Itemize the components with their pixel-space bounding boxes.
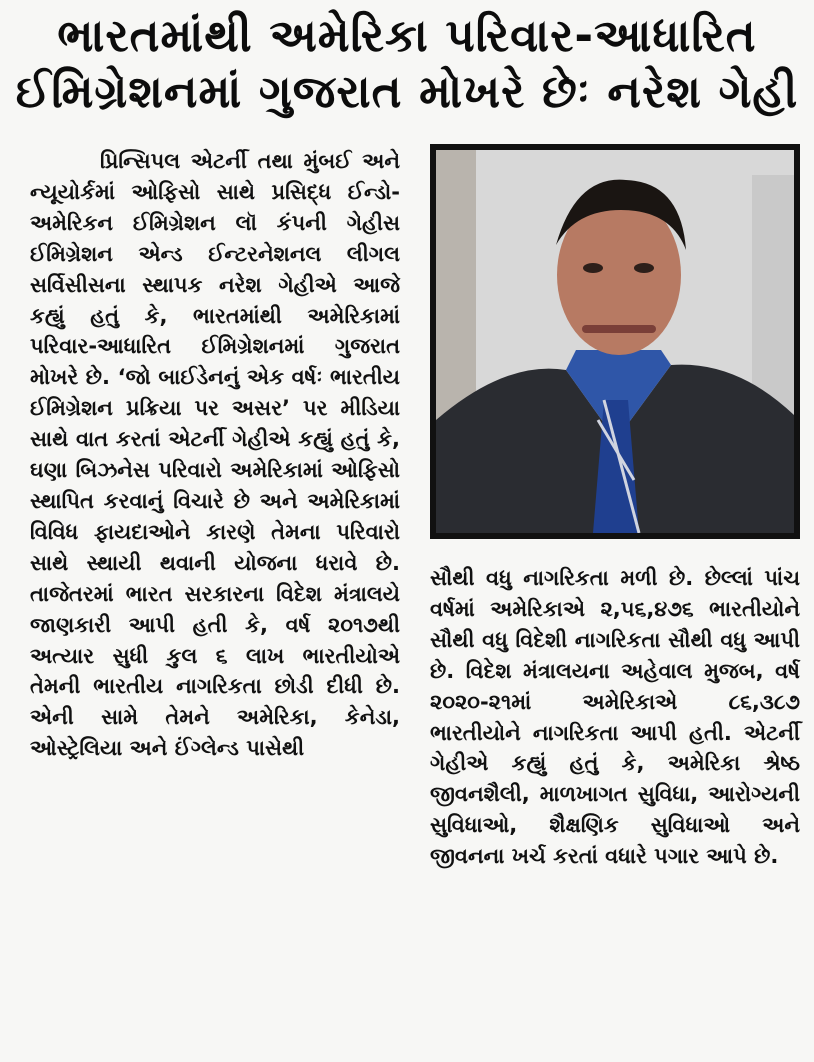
photo-mouth (582, 325, 656, 333)
headline-line-1: ભારતમાંથી અમેરિકા પરિવાર-આધારિત (57, 9, 757, 62)
photo-eye-left (583, 263, 603, 273)
headline (0, 8, 814, 120)
headline-line-2: ઈમિગ્રેશનમાં ગુજરાત મોખરે છેઃ નરેશ ગેહી (15, 65, 799, 118)
article-column-right: સૌથી વધુ નાગરિકતા મળી છે. છેલ્લાં પાંચ વર્ષમાં અમેરિકાએ ૨,૫૬,૪૭૬ ભારતીયોને સૌથી વધુ વિદેશી નાગરિકતા સૌથી વધુ આપી છે. વિદેશ મંત્રાલયના અહેવાલ મુજબ, વર્ષ ૨૦૨૦-૨૧માં અમેરિકાએ ૮૬,૩૮૭ ભારતીયોને નાગરિકતા આપી હતી. એટર્ની ગેહીએ કહ્યું હતું કે, અમેરિકા શ્રેષ્ઠ જીવનશૈલી, માળખાગત સુવિધા, આરોગ્યની સુવિધાઓ, શૈક્ષણિક સુવિધાઓ અને જીવનના ખર્ચ કરતાં વધારે પગાર આપે છે. (430, 566, 800, 869)
photo-door-right (752, 175, 794, 415)
photo-eye-right (634, 263, 654, 273)
article-column-left: પ્રિન્સિપલ એટર્ની તથા મુંબઈ અને ન્યૂયોર્કમાં ઓફિસો સાથે પ્રસિદ્ધ ઈન્ડો-અમેરિકન ઈમિગ્રેશન લૉ કંપની ગેહીસ ઈમિગ્રેશન એન્ડ ઈન્ટરનેશનલ લીગલ સર્વિસીસના સ્થાપક નરેશ ગેહીએ આજે કહ્યું હતું કે, ભારતમાંથી અમેરિકામાં પરિવાર-આધારિત ઈમિગ્રેશનમાં ગુજરાત મોખરે છે. ‘જો બાઈડેનનું એક વર્ષઃ ભારતીય ઈમિગ્રેશન પ્રક્રિયા પર અસર’ પર મીડિયા સાથે વાત કરતાં એટર્ની ગેહીએ કહ્યું હતું કે, ઘણા બિઝનેસ પરિવારો અમેરિકામાં ઓફિસો સ્થાપિત કરવાનું વિચારે છે અને અમેરિકામાં વિવિધ ફાયદાઓને કારણે તેમના પરિવારો સાથે સ્થાયી થવાની યોજના ધરાવે છે. તાજેતરમાં ભારત સરકારના વિદેશ મંત્રાલયે જાણકારી આપી હતી કે, વર્ષ ૨૦૧૭થી અત્યાર સુધી કુલ ૬ લાખ ભારતીયોએ તેમની ભારતીય નાગરિકતા છોડી દીધી છે. એની સામે તેમને અમેરિકા, કેનેડા, ઓસ્ટ્રેલિયા અને ઈંગ્લેન્ડ પાસેથી (30, 149, 400, 761)
photo-frame (430, 144, 800, 539)
portrait-photo (436, 150, 794, 533)
